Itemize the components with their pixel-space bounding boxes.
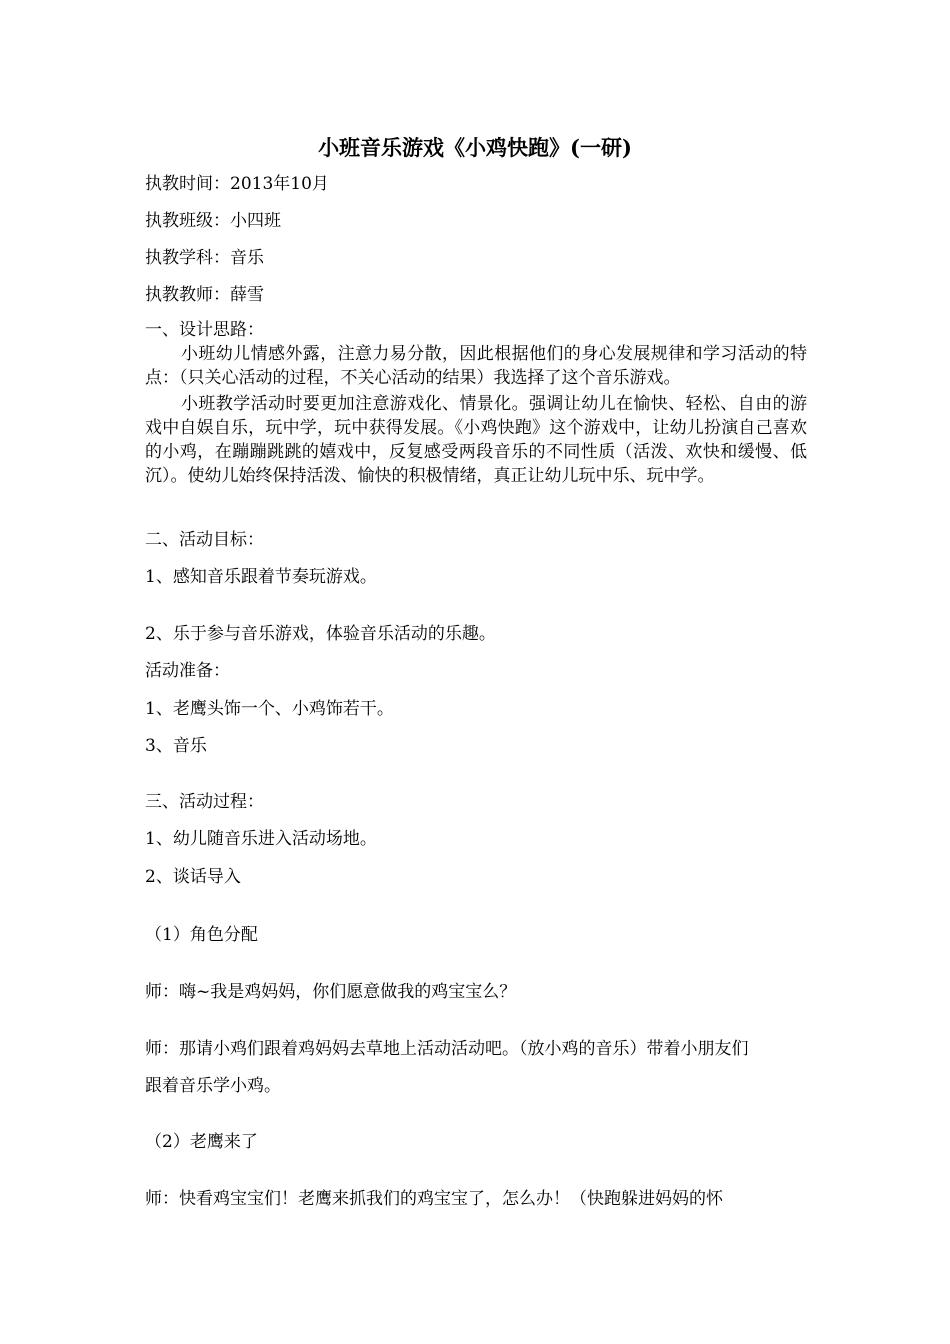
prep-item-2: 3、音乐 (145, 736, 207, 756)
design-paragraph-2: 小班教学活动时要更加注意游戏化、情景化。强调让幼儿在愉快、轻松、自由的游戏中自娱自乐，玩中学，玩中获得发展。《小鸡快跑》这个游戏中，让幼儿扮演自己喜欢的小鸡，在蹦蹦跳跳的嬉戏中，反复感受两段音乐的不同性质（活泼、欢快和缓慢、低沉）。使幼儿始终保持活泼、愉快的积极情绪，真正让幼儿玩中乐、玩中学。 (145, 394, 807, 486)
document-title: 小班音乐游戏《小鸡快跑》(一研) (318, 135, 632, 160)
dialog-line-1: 师：嗨~我是鸡妈妈，你们愿意做我的鸡宝宝么？ (145, 982, 517, 1002)
goal-item-1: 1、感知音乐跟着节奏玩游戏。 (145, 567, 377, 587)
dialog-line-2b: 跟着音乐学小鸡。 (145, 1076, 281, 1096)
section-heading-process: 三、活动过程： (145, 792, 264, 812)
section-heading-prep: 活动准备： (145, 661, 230, 681)
section-heading-design: 一、设计思路： (145, 320, 264, 340)
meta-class: 执教班级：小四班 (145, 211, 281, 231)
sub-heading-eagle: （2）老鹰来了 (145, 1132, 258, 1152)
dialog-line-3: 师：快看鸡宝宝们！老鹰来抓我们的鸡宝宝了，怎么办！（快跑躲进妈妈的怀 (145, 1189, 723, 1209)
dialog-line-2a: 师：那请小鸡们跟着鸡妈妈去草地上活动活动吧。（放小鸡的音乐）带着小朋友们 (145, 1039, 749, 1059)
sub-heading-roles: （1）角色分配 (145, 925, 258, 945)
process-step-1: 1、幼儿随音乐进入活动场地。 (145, 829, 377, 849)
process-step-2: 2、谈话导入 (145, 867, 241, 887)
meta-teacher: 执教教师：薛雪 (145, 285, 264, 305)
meta-subject: 执教学科：音乐 (145, 248, 264, 268)
design-paragraph-1: 小班幼儿情感外露，注意力易分散，因此根据他们的身心发展规律和学习活动的特点：（只关心活动的过程，不关心活动的结果）我选择了这个音乐游戏。 (145, 344, 807, 388)
section-heading-goals: 二、活动目标： (145, 530, 264, 550)
goal-item-2: 2、乐于参与音乐游戏，体验音乐活动的乐趣。 (145, 624, 496, 644)
meta-time: 执教时间：2013年10月 (145, 174, 329, 194)
prep-item-1: 1、老鹰头饰一个、小鸡饰若干。 (145, 699, 394, 719)
